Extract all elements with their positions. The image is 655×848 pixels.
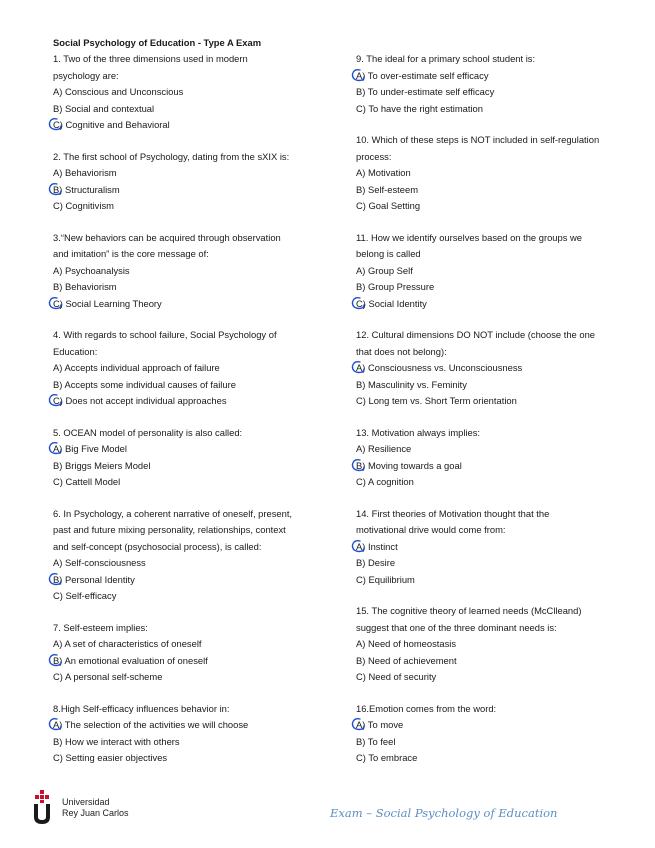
question-text: 10. Which of these steps is NOT included in self-regulation — [356, 134, 600, 145]
answer-option — [53, 101, 338, 118]
question-text: 13. Motivation always implies: — [356, 426, 481, 438]
handwritten-circle-mark — [351, 458, 366, 472]
university-line-1: Universidad — [62, 797, 110, 807]
answer-option — [53, 458, 338, 475]
answer-option-label: C) Does not accept individual approaches — [53, 395, 227, 406]
answer-option-label: B) Desire — [356, 557, 396, 568]
question-block — [53, 701, 338, 767]
answer-option — [53, 555, 338, 572]
handwritten-circle-mark — [351, 717, 366, 731]
answer-option — [53, 84, 338, 101]
question-block — [356, 327, 646, 410]
question-text: past and future mixing personality, relationships, context — [53, 524, 286, 535]
question-block — [53, 149, 338, 215]
answer-option — [356, 555, 646, 572]
answer-option-label: A) Psychoanalysis — [53, 264, 130, 276]
page-footer — [0, 790, 655, 840]
answer-option-label: B) Masculinity vs. Feminity — [356, 378, 467, 390]
answer-option-label: B) Need of achievement — [356, 654, 457, 666]
answer-option — [356, 279, 646, 296]
answer-option-label: C) To embrace — [356, 752, 418, 763]
answer-option — [356, 539, 646, 556]
answer-option — [356, 182, 646, 199]
question-text: 11. How we identify ourselves based on the groups we — [356, 231, 582, 243]
answer-option — [356, 101, 646, 118]
answer-option — [53, 182, 338, 199]
answer-option-label: B) How we interact with others — [53, 735, 180, 747]
question-block — [53, 327, 338, 410]
question-text: and self-concept (psychosocial process), is called: — [53, 540, 262, 552]
question-text: 6. In Psychology, a coherent narrative of oneself, present, — [53, 507, 293, 519]
question-text: motivational drive would come from: — [356, 524, 506, 535]
question-block — [53, 425, 338, 491]
answer-option — [356, 669, 646, 686]
answer-option-label: A) To move — [356, 719, 404, 730]
handwritten-circle-mark — [351, 296, 366, 310]
handwritten-circle-mark — [351, 539, 366, 553]
answer-option-label: A) Big Five Model — [53, 443, 127, 454]
handwritten-circle-mark — [48, 441, 63, 455]
question-block — [356, 230, 646, 313]
answer-option — [53, 572, 338, 589]
question-text: 8.High Self-efficacy influences behavior in: — [53, 702, 230, 714]
question-block — [356, 425, 646, 491]
question-block — [53, 230, 338, 313]
answer-option — [53, 653, 338, 670]
answer-option-label: B) Moving towards a goal — [356, 459, 462, 471]
question-text: Education: — [53, 345, 98, 357]
footer-caption: Exam – Social Psychology of Education — [330, 806, 558, 820]
answer-option — [53, 669, 338, 686]
answer-option — [53, 393, 338, 410]
answer-option — [53, 263, 338, 280]
answer-option — [53, 717, 338, 734]
question-text: that does not belong): — [356, 345, 447, 357]
answer-option-label: C) A cognition — [356, 476, 414, 487]
answer-option — [53, 296, 338, 313]
answer-option — [356, 393, 646, 410]
question-block — [356, 506, 646, 589]
handwritten-circle-mark — [48, 653, 63, 667]
answer-option-label: A) The selection of the activities we will choose — [53, 719, 249, 730]
answer-option-label: C) Social Learning Theory — [53, 297, 162, 309]
question-text: 14. First theories of Motivation thought that the — [356, 507, 550, 519]
answer-option — [53, 360, 338, 377]
answer-option — [53, 474, 338, 491]
answer-option-label: B) To under-estimate self efficacy — [356, 86, 495, 97]
answer-option-label: B) Structuralism — [53, 183, 120, 195]
question-block — [53, 51, 338, 134]
answer-option-label: A) Self-consciousness — [53, 557, 146, 568]
answer-option — [356, 377, 646, 394]
answer-option-label: B) To feel — [356, 735, 396, 747]
answer-option-label: B) Personal Identity — [53, 573, 135, 585]
handwritten-circle-mark — [48, 117, 63, 131]
answer-option-label: B) Social and contextual — [53, 102, 155, 114]
question-text: psychology are: — [53, 69, 119, 81]
question-text: and imitation” is the core message of: — [53, 248, 209, 259]
university-name — [62, 797, 129, 819]
answer-option-label: B) An emotional evaluation of oneself — [53, 654, 208, 666]
left-question-column — [53, 51, 338, 782]
handwritten-circle-mark — [48, 572, 63, 586]
answer-option — [356, 458, 646, 475]
answer-option-label: B) Briggs Meiers Model — [53, 459, 151, 471]
answer-option — [356, 296, 646, 313]
question-text: suggest that one of the three dominant needs is: — [356, 621, 557, 633]
answer-option — [356, 474, 646, 491]
answer-option — [53, 377, 338, 394]
answer-option-label: C) Setting easier objectives — [53, 752, 168, 763]
question-text: 1. Two of the three dimensions used in modern — [53, 53, 248, 64]
question-block — [356, 701, 646, 767]
answer-option-label: A) Resilience — [356, 443, 412, 454]
answer-option-label: C) Long tem vs. Short Term orientation — [356, 395, 517, 406]
question-block — [356, 132, 646, 215]
question-block — [53, 620, 338, 686]
question-text: 3.“New behaviors can be acquired through observation — [53, 231, 281, 243]
answer-option-label: C) Cognitivism — [53, 200, 114, 211]
answer-option-label: B) Accepts some individual causes of failure — [53, 378, 236, 390]
answer-option-label: C) To have the right estimation — [356, 102, 483, 114]
answer-option — [53, 734, 338, 751]
answer-option — [356, 360, 646, 377]
handwritten-circle-mark — [48, 393, 63, 407]
answer-option-label: A) Behaviorism — [53, 167, 117, 178]
answer-option — [53, 750, 338, 767]
answer-option — [356, 653, 646, 670]
answer-option-label: A) Consciousness vs. Unconsciousness — [356, 362, 523, 373]
question-block — [356, 51, 646, 117]
answer-option — [53, 198, 338, 215]
answer-option-label: A) A set of characteristics of oneself — [53, 638, 202, 649]
handwritten-circle-mark — [351, 360, 366, 374]
answer-option — [53, 636, 338, 653]
handwritten-circle-mark — [48, 717, 63, 731]
answer-option-label: A) To over-estimate self efficacy — [356, 69, 489, 81]
question-text: 2. The first school of Psychology, dating from the sXIX is: — [53, 150, 290, 162]
answer-option — [53, 165, 338, 182]
handwritten-circle-mark — [48, 296, 63, 310]
answer-option — [356, 750, 646, 767]
answer-option — [356, 263, 646, 280]
answer-option — [356, 68, 646, 85]
answer-option-label: A) Accepts individual approach of failure — [53, 362, 220, 373]
answer-option-label: C) Goal Setting — [356, 200, 421, 211]
answer-option — [356, 198, 646, 215]
question-text: 7. Self-esteem implies: — [53, 621, 148, 633]
right-question-column — [356, 51, 646, 782]
answer-option-label: A) Conscious and Unconscious — [53, 86, 184, 97]
answer-option — [356, 441, 646, 458]
answer-option — [356, 734, 646, 751]
exam-title: Social Psychology of Education - Type A Exam — [53, 37, 262, 48]
question-text: 5. OCEAN model of personality is also called: — [53, 426, 243, 438]
answer-option-label: A) Group Self — [356, 264, 413, 276]
question-text: 12. Cultural dimensions DO NOT include (choose the one — [356, 329, 596, 340]
question-text: 15. The cognitive theory of learned needs (McClleand) — [356, 605, 582, 616]
university-line-2: Rey Juan Carlos — [62, 808, 129, 818]
answer-option-label: A) Need of homeostasis — [356, 638, 457, 649]
answer-option-label: A) Instinct — [356, 540, 398, 552]
answer-option-label: C) Self-efficacy — [53, 590, 117, 601]
answer-option-label: B) Self-esteem — [356, 183, 418, 195]
answer-option-label: C) A personal self-scheme — [53, 671, 163, 682]
question-text: process: — [356, 150, 392, 162]
answer-option — [53, 117, 338, 134]
answer-option — [356, 165, 646, 182]
answer-option — [356, 84, 646, 101]
question-block — [356, 603, 646, 686]
answer-option-label: B) Behaviorism — [53, 281, 117, 292]
answer-option — [356, 636, 646, 653]
urjc-logo-icon — [31, 790, 53, 824]
question-text: 4. With regards to school failure, Social Psychology of — [53, 329, 277, 340]
answer-option-label: A) Motivation — [356, 167, 411, 178]
answer-option — [356, 717, 646, 734]
answer-option-label: C) Cognitive and Behavioral — [53, 119, 170, 130]
answer-option-label: C) Social Identity — [356, 297, 427, 309]
answer-option-label: C) Equilibrium — [356, 573, 415, 585]
question-block — [53, 506, 338, 605]
answer-option-label: C) Cattell Model — [53, 476, 121, 487]
answer-option — [53, 279, 338, 296]
answer-option-label: C) Need of security — [356, 671, 437, 682]
question-text: belong is called — [356, 248, 421, 259]
question-text: 16.Emotion comes from the word: — [356, 702, 497, 714]
handwritten-circle-mark — [351, 68, 366, 82]
answer-option-label: B) Group Pressure — [356, 281, 435, 292]
question-text: 9. The ideal for a primary school student is: — [356, 53, 536, 64]
answer-option — [356, 572, 646, 589]
answer-option — [53, 588, 338, 605]
answer-option — [53, 441, 338, 458]
handwritten-circle-mark — [48, 182, 63, 196]
